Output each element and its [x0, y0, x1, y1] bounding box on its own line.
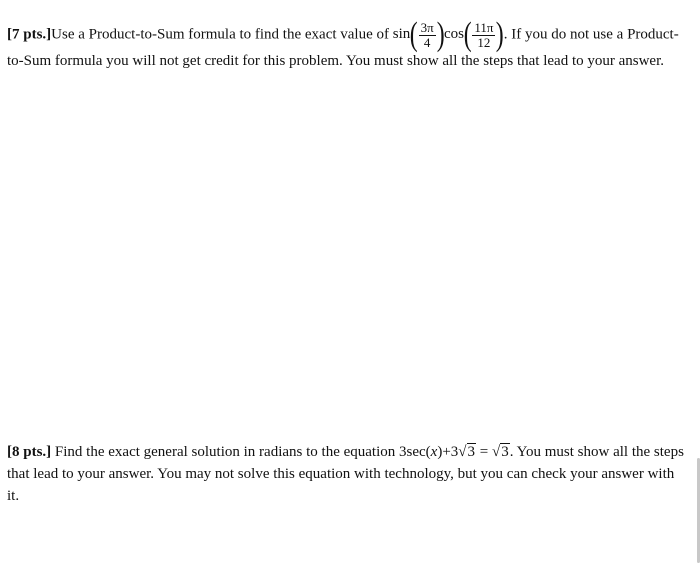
fraction-3pi-over-4: $\frac{3\pi}{4}$	[420, 19, 434, 50]
problem-1-after: . If you do not use a	[503, 26, 624, 43]
problem-2-after: . You must show all the steps that lead to your answer. You may not solve this equation with technology, but you can check your answer with it.	[7, 444, 684, 504]
sin-func: sin	[392, 26, 411, 43]
problem-2-equation: 3sec(x)+3√3 = √3	[399, 444, 510, 460]
problem-2	[7, 441, 687, 507]
problem-1-intro: Use a Product-to-Sum formula to find the exact value of	[51, 26, 389, 43]
cos-func: cos	[444, 26, 464, 43]
problem-2-points: [8 pts.]	[7, 444, 52, 460]
problem-1-expression: sin( $\frac{3\pi}{4}$ )cos( $\frac{11\pi}{12}$ )	[392, 16, 505, 53]
problem-1-instructions: Product-to-Sum formula you will not get credit for this problem. You must show all the steps that lead to your answer.	[7, 26, 679, 69]
sqrt-3: √3	[458, 444, 476, 460]
fraction-11pi-over-12: $\frac{11\pi}{12}$	[474, 19, 494, 50]
problem-2-intro: Find the exact general solution in radians to the equation	[54, 444, 396, 460]
problem-1-points: [7 pts.]	[7, 26, 52, 43]
problem-1	[7, 16, 687, 72]
sqrt-3-rhs: √3	[492, 444, 509, 460]
